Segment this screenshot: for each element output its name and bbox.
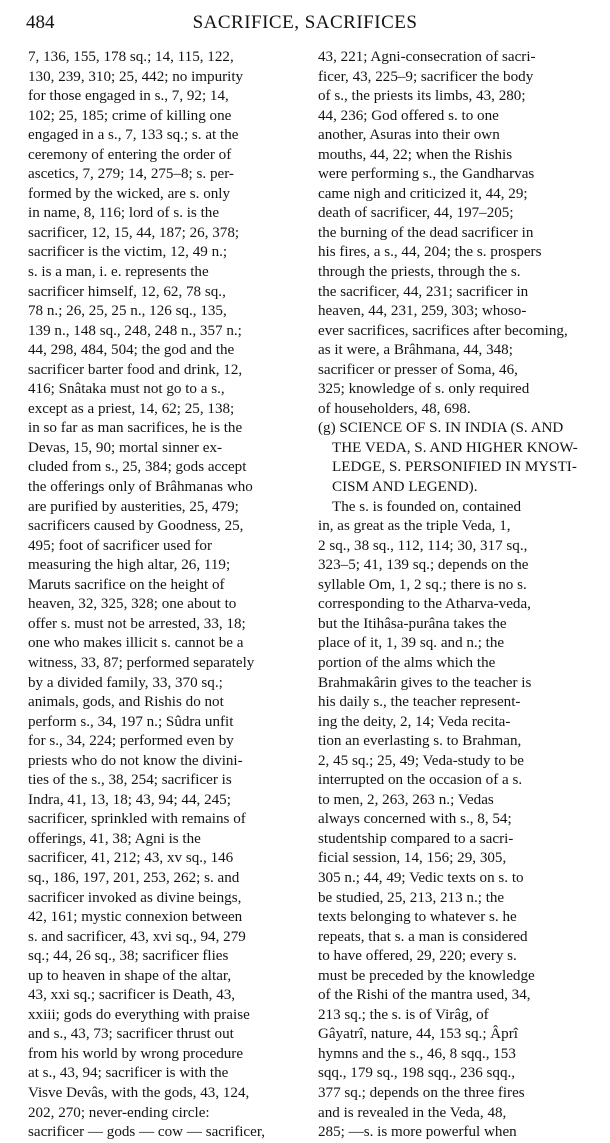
index-line: 325; knowledge of s. only required (318, 381, 530, 398)
index-line: The s. is founded on, contained (332, 498, 522, 515)
index-line: in so far as man sacrifices, he is the (28, 420, 243, 437)
index-line: always concerned with s., 8, 54; (318, 811, 512, 828)
index-line: texts belonging to whatever s. he (318, 909, 517, 926)
index-line: cluded from s., 25, 384; gods accept (28, 459, 247, 476)
index-line: through the priests, through the s. (318, 264, 521, 281)
index-line: LEDGE, S. PERSONIFIED IN MYSTI- (332, 459, 577, 476)
index-line: be studied, 25, 213, 213 n.; the (318, 889, 505, 906)
index-line: tion an everlasting s. to Brahman, (318, 733, 522, 750)
index-line: for those engaged in s., 7, 92; 14, (28, 88, 229, 105)
index-line: the burning of the dead sacrificer in (318, 224, 534, 241)
index-line: are purified by austerities, 25, 479; (28, 498, 239, 515)
index-line: s. and sacrificer, 43, xvi sq., 94, 279 (28, 928, 246, 945)
index-line: the offerings only of Brâhmanas who (28, 479, 253, 496)
index-line: offer s. must not be arrested, 33, 18; (28, 615, 246, 632)
index-line: sacrificer barter food and drink, 12, (28, 361, 243, 378)
index-line: must be preceded by the knowledge (318, 967, 535, 984)
index-line: 305 n.; 44, 49; Vedic texts on s. to (318, 869, 524, 886)
index-line: to men, 2, 263, 263 n.; Vedas (318, 791, 494, 808)
index-line: measuring the high altar, 26, 119; (28, 557, 231, 574)
index-line: Brahmakârin gives to the teacher is (318, 674, 532, 691)
index-line: s. is a man, i. e. represents the (28, 264, 209, 281)
index-line: xxiii; gods do everything with praise (28, 1006, 250, 1023)
index-line: ever sacrifices, sacrifices after becoming, (318, 322, 568, 339)
index-line: sq.; 44, 26 sq., 38; sacrificer flies (28, 948, 229, 965)
index-line: in, as great as the triple Veda, 1, (318, 518, 511, 535)
index-line: sqq., 179 sq., 198 sqq., 236 sqq., (318, 1065, 516, 1082)
index-line: interrupted on the occasion of a s. (318, 772, 523, 789)
page-number: 484 (26, 12, 55, 33)
index-line: death of sacrificer, 44, 197–205; (318, 205, 514, 222)
index-line: 323–5; 41, 139 sq.; depends on the (318, 557, 529, 574)
index-line: hymns and the s., 46, 8 sqq., 153 (318, 1045, 516, 1062)
index-line: portion of the alms which the (318, 654, 496, 671)
index-line: and is revealed in the Veda, 48, (318, 1104, 507, 1121)
index-line: 2, 45 sq.; 25, 49; Veda-study to be (318, 752, 524, 769)
index-line: THE VEDA, S. AND HIGHER KNOW- (332, 439, 578, 456)
index-line: by a divided family, 33, 370 sq.; (28, 674, 223, 691)
index-line: Indra, 41, 13, 18; 43, 94; 44, 245; (28, 791, 231, 808)
index-line: 42, 161; mystic connexion between (28, 909, 243, 926)
index-line: in name, 8, 116; lord of s. is the (28, 205, 220, 222)
index-line: engaged in a s., 7, 133 sq.; s. at the (28, 127, 239, 144)
index-line: sacrificer is the victim, 12, 49 n.; (28, 244, 228, 261)
left-column (28, 48, 298, 1143)
index-line: another, Asuras into their own (318, 127, 500, 144)
index-line: mouths, 44, 22; when the Rishis (318, 146, 513, 163)
index-line: place of it, 1, 39 sq. and n.; the (318, 635, 505, 652)
index-line: ficer, 43, 225–9; sacrificer the body (318, 68, 534, 85)
index-line: ficial session, 14, 156; 29, 305, (318, 850, 507, 867)
index-line: Maruts sacrifice on the height of (28, 576, 225, 593)
index-line: 2 sq., 38 sq., 112, 114; 30, 317 sq., (318, 537, 528, 554)
index-line: 43, 221; Agni-consecration of sacri- (318, 49, 536, 65)
index-line: 44, 236; God offered s. to one (318, 107, 499, 124)
index-line: ceremony of entering the order of (28, 146, 232, 163)
index-line: sacrificer, sprinkled with remains of (28, 811, 246, 828)
index-line: ties of the s., 38, 254; sacrificer is (28, 772, 232, 789)
index-line: Visve Devâs, with the gods, 43, 124, (28, 1084, 250, 1101)
index-line: Devas, 15, 90; mortal sinner ex- (28, 439, 223, 456)
index-line: except as a priest, 14, 62; 25, 138; (28, 400, 235, 417)
index-line: offerings, 41, 38; Agni is the (28, 830, 201, 847)
index-line: witness, 33, 87; performed separately (28, 654, 255, 671)
index-line: 213 sq.; the s. is of Virâg, of (318, 1006, 489, 1023)
index-line: 44, 298, 484, 504; the god and the (28, 342, 235, 359)
index-line: as it were, a Brâhmana, 44, 348; (318, 342, 513, 359)
index-line: 377 sq.; depends on the three fires (318, 1084, 525, 1101)
index-line: perform s., 34, 197 n.; Sûdra unfit (28, 713, 234, 730)
index-line: up to heaven in shape of the altar, (28, 967, 232, 984)
index-line: 102; 25, 185; crime of killing one (28, 107, 232, 124)
index-line: 416; Snâtaka must not go to a s., (28, 381, 225, 398)
index-line: CISM AND LEGEND). (332, 479, 478, 496)
index-line: at s., 43, 94; sacrificer is with the (28, 1065, 229, 1082)
index-line: the sacrificer, 44, 231; sacrificer in (318, 283, 529, 300)
index-line: of s., the priests its limbs, 43, 280; (318, 88, 526, 105)
index-line: priests who do not know the divini- (28, 752, 243, 769)
index-line: Gâyatrî, nature, 44, 153 sq.; Âprî (318, 1026, 518, 1043)
index-line: to have offered, 29, 220; every s. (318, 948, 517, 965)
index-line: sacrificer, 12, 15, 44, 187; 26, 378; (28, 224, 240, 241)
index-line: formed by the wicked, are s. only (28, 185, 231, 202)
index-line: sacrificer himself, 12, 62, 78 sq., (28, 283, 226, 300)
index-line: one who makes illicit s. cannot be a (28, 635, 244, 652)
running-head: SACRIFICE, SACRIFICES (192, 12, 418, 33)
index-line: for s., 34, 224; performed even by (28, 733, 234, 750)
index-line: his fires, a s., 44, 204; the s. prospers (318, 244, 542, 261)
index-line: sacrificers caused by Goodness, 25, (28, 518, 244, 535)
page-header (26, 12, 584, 40)
index-line: 7, 136, 155, 178 sq.; 14, 115, 122, (28, 49, 234, 65)
index-line: animals, gods, and Rishis do not (28, 694, 224, 711)
index-line: 495; foot of sacrificer used for (28, 537, 212, 554)
index-line: heaven, 44, 231, 259, 303; whoso- (318, 303, 527, 320)
index-line: ing the deity, 2, 14; Veda recita- (318, 713, 511, 730)
index-line: 78 n.; 26, 25, 25 n., 126 sq., 135, (28, 303, 227, 320)
index-line: sacrificer — gods — cow — sacrificer, (28, 1124, 266, 1141)
index-line: sacrificer or presser of Soma, 46, (318, 361, 518, 378)
index-line: of the Rishi of the mantra used, 34, (318, 987, 531, 1004)
index-line: came nigh and criticized it, 44, 29; (318, 185, 528, 202)
index-line: studentship compared to a sacri- (318, 830, 514, 847)
index-line: and s., 43, 73; sacrificer thrust out (28, 1026, 234, 1043)
index-line: sacrificer invoked as divine beings, (28, 889, 242, 906)
index-line: (g) SCIENCE OF S. IN INDIA (S. AND (318, 420, 564, 437)
index-line: 43, xxi sq.; sacrificer is Death, 43, (28, 987, 236, 1004)
index-line: 285; —s. is more powerful when (318, 1124, 517, 1141)
index-line: 202, 270; never-ending circle: (28, 1104, 210, 1121)
index-line: syllable Om, 1, 2 sq.; there is no s. (318, 576, 527, 593)
index-line: heaven, 32, 325, 328; one about to (28, 596, 237, 613)
index-line: corresponding to the Atharva-veda, (318, 596, 531, 613)
index-line: sacrificer, 41, 212; 43, xv sq., 146 (28, 850, 234, 867)
index-line: 130, 239, 310; 25, 442; no impurity (28, 68, 244, 85)
index-line: were performing s., the Gandharvas (318, 166, 535, 183)
index-line: sq., 186, 197, 201, 253, 262; s. and (28, 869, 240, 886)
index-line: his daily s., the teacher represent- (318, 694, 521, 711)
index-line: from his world by wrong procedure (28, 1045, 244, 1062)
index-line: but the Itihâsa-purâna takes the (318, 615, 507, 632)
index-line: of householders, 48, 698. (318, 400, 471, 417)
index-line: ascetics, 7, 279; 14, 275–8; s. per- (28, 166, 234, 183)
right-column (318, 48, 590, 1143)
index-line: repeats, that s. a man is considered (318, 928, 528, 945)
index-line: 139 n., 148 sq., 248, 248 n., 357 n.; (28, 322, 242, 339)
